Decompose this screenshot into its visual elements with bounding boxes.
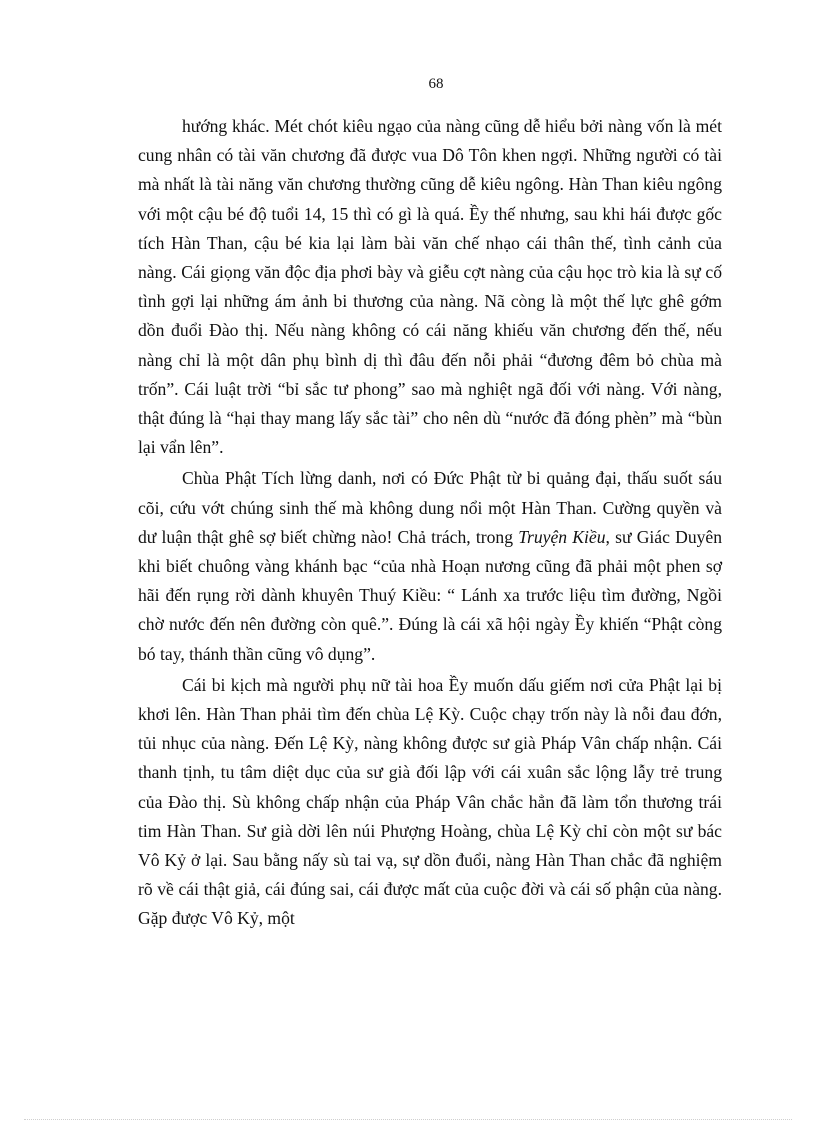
footer-divider [24, 1119, 792, 1120]
book-title-truyen-kieu: Truyện Kiều [518, 526, 606, 547]
document-body [138, 112, 722, 934]
paragraph-3: Cái bi kịch mà người phụ nữ tài hoa Ềy muốn dấu giếm nơi cửa Phật lại bị khơi lên. Hàn Than phải tìm đến chùa Lệ Kỳ. Cuộc chạy trốn này là nỗi đau đớn, tủi nhục của nàng. Đến Lệ Kỳ, nàng không được sư già Pháp Vân chấp nhận. Cái thanh tịnh, tu tâm diệt dục của sư già đối lập với cái xuân sắc lộng lẫy trẻ trung của Đào thị. Sù không chấp nhận của Pháp Vân chắc hẳn đã làm tổn thương trái tim Hàn Than. Sư già dời lên núi Phượng Hoàng, chùa Lệ Kỳ chỉ còn một sư bác Vô Kỷ ở lại. Sau bằng nấy sù tai vạ, sự dồn đuổi, nàng Hàn Than chắc đã nghiệm rõ về cái thật giả, cái đúng sai, cái được mất của cuộc đời và cái số phận của nàng. Gặp được Vô Kỷ, một [138, 674, 722, 929]
paragraph-2-text-start: Chùa Phật Tích lừng danh, nơi có Đức Phật từ bi quảng đại, thấu suốt sáu cõi, cứu vớt chúng sinh thế mà không dung nổi một Hàn Than. Cường quyền và dư luận thật ghê sợ biết chừng nào! Chả trách, trong [138, 468, 722, 547]
paragraph-2-text-end: , sư Giác Duyên khi biết chuông vàng khánh bạc “của nhà Hoạn nương cũng đã phải một phen sợ hãi đến rụng rời dành khuyên Thuý Kiều: “ Lánh xa trước liệu tìm đường, Ngồi chờ nước đến nên đường còn quê.”. Đúng là cái xã hội ngày Ềy khiến “Phật còng bó tay, thánh thần cũng vô dụng”. [138, 526, 723, 664]
paragraph-2 [138, 464, 722, 668]
page-number: 68 [428, 76, 444, 92]
paragraph-1: hướng khác. Mét chót kiêu ngạo của nàng cũng dễ hiểu bởi nàng vốn là mét cung nhân có tài văn chương đã được vua Dô Tôn khen ngợi. Những người có tài mà nhất là tài năng văn chương thường cũng dễ kiêu ngông. Hàn Than kiêu ngông với một cậu bé độ tuổi 14, 15 thì có gì là quá. Ềy thế nhưng, sau khi hái được gốc tích Hàn Than, cậu bé kia lại làm bài văn chế nhạo cái thân thế, tình cảnh của nàng. Cái giọng văn độc địa phơi bày và giễu cợt nàng của cậu học trò kia là sự cố tình gợi lại những ám ảnh bi thương của nàng. Nã còng là một thế lực ghê gớm dồn đuổi Đào thị. Nếu nàng không có cái năng khiếu văn chương đến thế, nếu nàng chỉ là một dân phụ bình dị thì đâu đến nỗi phải “đương đêm bỏ chùa mà trốn”. Cái luật trời “bỉ sắc tư phong” sao mà nghiệt ngã đối với nàng. Với nàng, thật đúng là “hại thay mang lấy sắc tài” cho nên dù “nước đã đóng phèn” mà “bùn lại vẩn lên”. [138, 116, 722, 458]
